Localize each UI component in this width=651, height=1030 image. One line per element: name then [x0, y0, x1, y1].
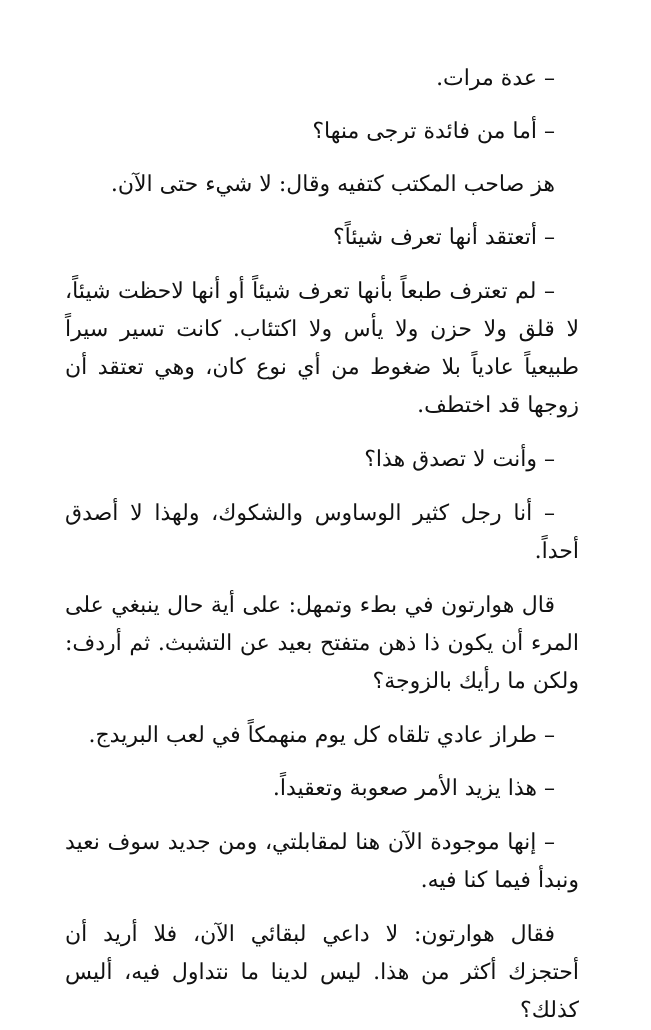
paragraph-6: – وأنت لا تصدق هذا؟ [364, 447, 555, 472]
paragraph-9: – طراز عادي تلقاه كل يوم منهمكاً في لعب البريدج. [88, 723, 555, 748]
paragraph-8: قال هوارتون في بطء وتمهل: على أية حال ينبغي على المرء أن يكون ذا ذهن متفتح بعيد عن التشبث. ثم أردف: ولكن ما رأيك بالزوجة؟ [65, 593, 579, 694]
paragraph-2: – أما من فائدة ترجى منها؟ [312, 119, 555, 144]
document-page [65, 60, 579, 1030]
paragraph-10: – هذا يزيد الأمر صعوبة وتعقيداً. [272, 776, 555, 801]
paragraph-7: – أنا رجل كثير الوساوس والشكوك، ولهذا لا أصدق أحداً. [65, 501, 579, 564]
paragraph-12: فقال هوارتون: لا داعي لبقائي الآن، فلا أريد أن أحتجزك أكثر من هذا. ليس لدينا ما نتداول فيه، أليس كذلك؟ [65, 922, 579, 1023]
paragraph-11: – إنها موجودة الآن هنا لمقابلتي، ومن جديد سوف نعيد ونبدأ فيما كنا فيه. [65, 830, 579, 893]
paragraph-4: – أتعتقد أنها تعرف شيئاً؟ [333, 225, 555, 250]
paragraph-3: هز صاحب المكتب كتفيه وقال: لا شيء حتى الآن. [110, 172, 555, 197]
paragraph-1: – عدة مرات. [436, 66, 555, 91]
paragraph-5: – لم تعترف طبعاً بأنها تعرف شيئاً أو أنها لاحظت شيئاً، لا قلق ولا حزن ولا يأس ولا اكتئاب. كانت تسير سيراً طبيعياً عادياً بلا ضغوط من أي نوع كان، وهي تعتقد أن زوجها قد اختطف. [65, 279, 579, 418]
